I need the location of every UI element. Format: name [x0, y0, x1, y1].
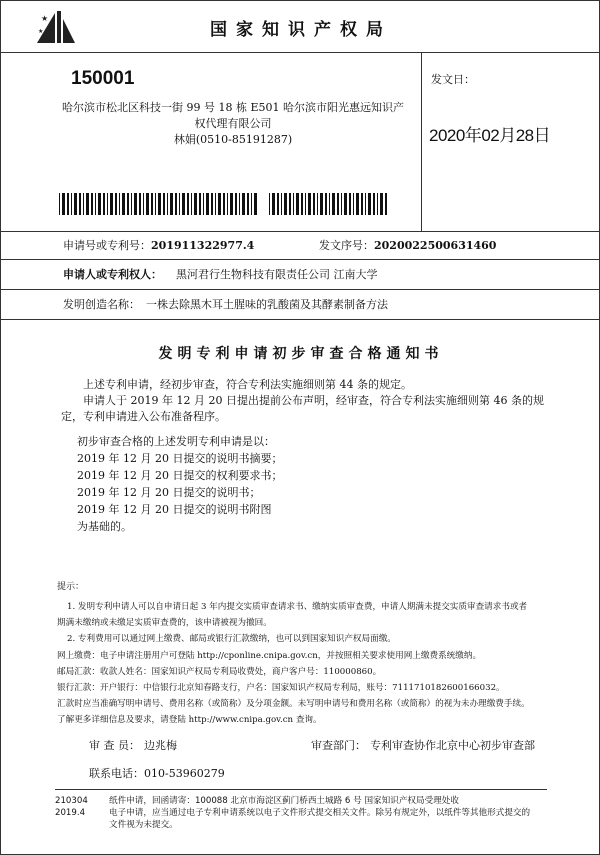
barcode-bar: [305, 193, 306, 215]
barcode-bar: [239, 193, 240, 215]
barcode-bar: [223, 193, 225, 215]
barcode-bar: [337, 193, 339, 215]
barcode-bar: [107, 193, 108, 215]
barcode-bar: [211, 193, 213, 215]
barcode-bar: [79, 193, 81, 215]
barcode-bar: [59, 193, 60, 215]
tip-line: 期满未缴纳或未缴足实质审查费的，该申请被视为撤回。: [57, 618, 272, 629]
barcode-bar: [353, 193, 354, 215]
barcode-bar: [167, 193, 168, 215]
applicant-field: [63, 266, 378, 282]
barcode-bar: [308, 193, 311, 215]
divider: [1, 289, 600, 290]
examiner-label: 审 查 员：: [89, 739, 140, 752]
svg-text:★: ★: [41, 14, 49, 23]
barcode-bar: [203, 193, 204, 215]
tips-list: [57, 599, 557, 729]
postcode: 150001: [71, 68, 135, 89]
invention-label: 发明创造名称：: [63, 298, 140, 311]
list-item: 2019 年 12 月 20 日提交的说明书附图: [77, 503, 272, 516]
divider: [55, 789, 547, 790]
barcode-bar: [325, 193, 327, 215]
divider: [421, 53, 422, 231]
barcode-bar: [251, 193, 252, 215]
recipient-contact: 林娟(0510-85191287): [173, 133, 293, 146]
notice-body: [61, 377, 551, 425]
barcode-bar: [199, 193, 201, 215]
notice-title: 发明专利申请初步审查合格通知书: [158, 346, 444, 362]
office-name: 国家知识产权局: [210, 20, 392, 40]
tip-line: 了解更多详细信息及要求，请登陆 http://www.cnipa.gov.cn 查询。: [57, 715, 322, 726]
barcode-bar: [110, 193, 113, 215]
barcode-bar: [74, 193, 77, 215]
barcode-right: [269, 193, 389, 215]
divider: [1, 259, 600, 260]
barcode-bar: [122, 193, 125, 215]
barcode-bar: [115, 193, 117, 215]
tip-line: 邮局汇款：收款人姓名：国家知识产权局专利局收费处，商户客户号：110000860。: [57, 666, 382, 677]
form-code: 210304: [55, 796, 88, 806]
barcode-bar: [380, 193, 383, 215]
barcode-bar: [86, 193, 89, 215]
form-code-block: [55, 795, 115, 819]
barcode-bar: [146, 193, 149, 215]
divider: [1, 231, 600, 232]
barcode-bar: [139, 193, 141, 215]
barcode-bar: [91, 193, 93, 215]
barcode-bar: [296, 193, 299, 215]
barcode-bar: [293, 193, 294, 215]
barcode-bar: [320, 193, 323, 215]
barcode-bar: [218, 193, 221, 215]
tip-line: 网上缴费：电子申请注册用户可登陆 http://cponline.cnipa.gov.cn，并按照相关要求使用网上缴费系统缴纳。: [57, 650, 482, 661]
barcode-bar: [95, 193, 96, 215]
barcode-bar: [151, 193, 153, 215]
barcode-bar: [317, 193, 318, 215]
barcode-bar: [235, 193, 237, 215]
application-number-label: 申请号或专利号：: [63, 239, 151, 252]
serial-number: 2020022500631460: [374, 239, 497, 252]
barcode-bar: [313, 193, 315, 215]
barcode-bar: [301, 193, 303, 215]
department-name: 专利审查协作北京中心初步审查部: [370, 739, 535, 752]
barcode-bar: [373, 193, 375, 215]
barcode-bar: [127, 193, 129, 215]
invention-field: [63, 296, 388, 312]
barcode-bar: [247, 193, 249, 215]
examiner-name: 边兆梅: [144, 739, 177, 752]
tips-label: 提示：: [57, 582, 85, 592]
barcode-bar: [289, 193, 291, 215]
barcode-bar: [131, 193, 132, 215]
serial-number-field: [319, 237, 496, 253]
barcode-bar: [272, 193, 275, 215]
list-item: 2019 年 12 月 20 日提交的权利要求书；: [77, 469, 283, 482]
barcode-bar: [134, 193, 137, 215]
dispatch-date-label: 发文日：: [431, 73, 475, 86]
list-item: 2019 年 12 月 20 日提交的说明书摘要；: [77, 452, 283, 465]
barcode-bar: [269, 193, 270, 215]
barcode-left: [59, 193, 259, 215]
barcode-bar: [284, 193, 287, 215]
list-intro: 初步审查合格的上述发明专利申请是以：: [77, 435, 275, 448]
basis-list: [77, 433, 282, 535]
application-number-field: [63, 237, 254, 253]
barcode-bar: [179, 193, 180, 215]
barcode-bar: [329, 193, 330, 215]
barcode-bar: [191, 193, 192, 215]
barcode-bar: [143, 193, 144, 215]
applicant-value: 黑河君行生物科技有限责任公司 江南大学: [176, 268, 378, 281]
barcode-bar: [385, 193, 387, 215]
office-header: [1, 1, 600, 53]
barcode-bar: [187, 193, 189, 215]
paragraph: 申请人于 2019 年 12 月 20 日提出提前公布声明，经审查，符合专利法实施细则第 46 条的规定，专利申请进入公布准备程序。: [61, 394, 544, 423]
footer-line: 纸件申请，回函请寄：100088 北京市海淀区蓟门桥西土城路 6 号 国家知识产权局受理处收: [109, 796, 459, 806]
barcode-bar: [215, 193, 216, 215]
list-item: 为基础的。: [77, 520, 132, 533]
barcode-bar: [356, 193, 359, 215]
invention-title: 一株去除黑木耳土腥味的乳酸菌及其酵素制备方法: [146, 298, 388, 311]
barcode-bar: [227, 193, 228, 215]
barcode-bar: [242, 193, 245, 215]
footer-line: 文件视为未提交。: [109, 820, 178, 830]
examiner-field: [89, 737, 177, 753]
svg-text:★: ★: [38, 28, 44, 35]
tip-line: 银行汇款：开户银行：中信银行北京知春路支行，户名：国家知识产权局专利局，账号：7111710182600166032。: [57, 683, 505, 694]
svg-text:★: ★: [47, 24, 53, 31]
footer-line: 电子申请，应当通过电子专利申请系统以电子文件形式提交相关文件。除另有规定外，以纸件等其他形式提交的: [109, 808, 531, 818]
barcode-bar: [170, 193, 173, 215]
phone-field: [89, 765, 225, 781]
form-version: 2019.4: [55, 808, 86, 818]
barcode-bar: [194, 193, 197, 215]
barcode-bar: [182, 193, 185, 215]
barcode-bar: [332, 193, 335, 215]
barcode-bar: [368, 193, 371, 215]
barcode-bar: [98, 193, 101, 215]
dispatch-date: 2020年02月28日: [429, 126, 551, 145]
barcode-bar: [349, 193, 351, 215]
department-field: [311, 737, 535, 753]
barcode-bar: [377, 193, 378, 215]
barcode-bar: [344, 193, 347, 215]
recipient-address: 哈尔滨市松北区科技一街 99 号 18 栋 E501 哈尔滨市阳光惠远知识产权代理有限公司: [62, 101, 404, 130]
barcode-bar: [175, 193, 177, 215]
barcode-bar: [119, 193, 120, 215]
tip-line: 2. 专利费用可以通过网上缴费、邮局或银行汇款缴纳，也可以到国家知识产权局面缴。: [67, 634, 396, 645]
barcode-bar: [71, 193, 72, 215]
recipient-block: [61, 100, 405, 148]
barcode-bar: [277, 193, 279, 215]
barcode-bar: [254, 193, 257, 215]
barcode-bar: [230, 193, 233, 215]
barcode-bar: [341, 193, 342, 215]
phone-label: 联系电话：: [89, 767, 144, 780]
department-label: 审查部门：: [311, 739, 366, 752]
barcode-bar: [281, 193, 282, 215]
barcode-bar: [158, 193, 161, 215]
tip-line: 1. 发明专利申请人可以自申请日起 3 年内提交实质审查请求书、缴纳实质审查费，申请人期满未提交实质审查请求书或者: [67, 602, 528, 612]
barcode-bar: [103, 193, 105, 215]
barcode-bar: [67, 193, 69, 215]
footer-notes: [109, 795, 579, 831]
tip-line: 汇款时应当准确写明申请号、费用名称（或简称）及分项金额。未写明申请号和费用名称（或简称）的视为未办理缴费手续。: [57, 699, 530, 710]
application-number: 201911322977.4: [151, 239, 255, 252]
barcode-bar: [365, 193, 366, 215]
barcode-bar: [206, 193, 209, 215]
barcode-bar: [163, 193, 165, 215]
list-item: 2019 年 12 月 20 日提交的说明书；: [77, 486, 261, 499]
barcode-bar: [62, 193, 65, 215]
applicant-label: 申请人或专利权人：: [63, 268, 162, 281]
barcode-bar: [83, 193, 84, 215]
divider: [1, 319, 600, 320]
serial-number-label: 发文序号：: [319, 239, 374, 252]
phone-number: 010-53960279: [144, 767, 225, 780]
paragraph: 上述专利申请，经初步审查，符合专利法实施细则第 44 条的规定。: [83, 378, 412, 391]
barcode-bar: [361, 193, 363, 215]
barcode-bar: [155, 193, 156, 215]
